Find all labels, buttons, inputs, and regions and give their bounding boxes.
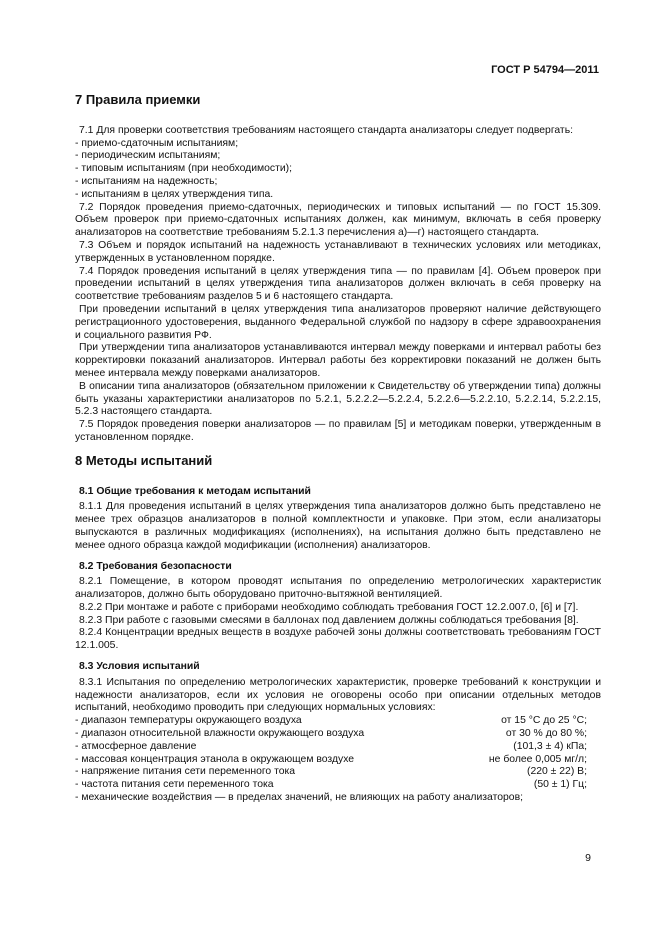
section-7-title: 7 Правила приемки: [75, 92, 201, 107]
paragraph-8-2-3: 8.2.3 При работе с газовыми смесями в баллонах под давлением должны соблюдаться требования [8].: [79, 614, 579, 626]
paragraph-7-1: 7.1 Для проверки соответствия требованиям настоящего стандарта анализаторы следует подвергать:: [79, 124, 573, 136]
paragraph-7-5: 7.5 Порядок проведения поверки анализаторов — по правилам [5] и методикам поверки, утвержденным в установленном порядке.: [75, 419, 601, 443]
condition-value: от 15 °С до 25 °С;: [501, 715, 587, 727]
page-number: 9: [585, 852, 591, 864]
section-8-title: 8 Методы испытаний: [75, 452, 213, 468]
paragraph-7-3: 7.3 Объем и порядок испытаний на надежность устанавливают в технических условиях или методиках, утвержденных в установленном порядке.: [75, 239, 601, 264]
condition-label: - напряжение питания сети переменного тока: [75, 766, 296, 778]
condition-value: (101,3 ± 4) кПа;: [513, 740, 587, 752]
condition-label: - частота питания сети переменного тока: [75, 779, 274, 791]
condition-label: - атмосферное давление: [75, 740, 197, 752]
condition-row: [75, 754, 601, 767]
paragraph-8-2-2: 8.2.2 При монтаже и работе с приборами необходимо соблюдать требования ГОСТ 12.2.007.0, [6] и [7].: [79, 601, 579, 613]
test-types-list: [75, 138, 601, 202]
paragraph-8-2-1: 8.2.1 Помещение, в котором проводят испытания по определению метрологических характеристик анализаторов, должно быть оборудовано приточно-вытяжной вентиляцией.: [75, 576, 601, 601]
list-item: - испытаниям в целях утверждения типа.: [75, 188, 274, 200]
paragraph-7-2: 7.2 Порядок проведения приемо-сдаточных, периодических и типовых испытаний — по ГОСТ 15.309. Объем проверок при приемо-сдаточных испытаниях должен, как минимум, включать в себя проверку анализаторов на соответствие требованиям 5.2.1.3 перечисления а)—г) настоящего стандарта.: [75, 201, 601, 239]
paragraph-7-4-description: В описании типа анализаторов (обязательном приложении к Свидетельству об утверждении типа) должны быть указаны характеристики анализаторов по 5.2.1, 5.2.2.2—5.2.2.4, 5.2.2.6—5.2.2.10, 5.2.2.14, 5.2.2.15, 5.2.3 настоящего стандарта.: [75, 380, 601, 418]
condition-row: [75, 741, 601, 754]
paragraph-7-4-registration: При проведении испытаний в целях утверждения типа анализаторов проверяют наличие действующего регистрационного удостоверения, выданного Федеральной службой по надзору в сфере здравоохранения и социального развития РФ.: [75, 303, 601, 341]
condition-row: [75, 766, 601, 779]
paragraph-7-4: 7.4 Порядок проведения испытаний в целях утверждения типа — по правилам [4]. Объем проверок при проведении испытаний в целях утверждения типа анализаторов должен включать в себя проверку на соответствие требованиям разделов 5 и 6 настоящего стандарта.: [75, 265, 601, 303]
list-item: - приемо-сдаточным испытаниям;: [75, 137, 239, 149]
condition-label: - диапазон температуры окружающего воздуха: [75, 715, 302, 727]
list-item: - периодическим испытаниям;: [75, 150, 221, 162]
list-item: - типовым испытаниям (при необходимости);: [75, 163, 293, 175]
condition-label: - диапазон относительной влажности окружающего воздуха: [75, 728, 365, 740]
condition-row: [75, 728, 601, 741]
document-code: ГОСТ Р 54794—2011: [491, 64, 599, 76]
condition-value: (220 ± 22) В;: [527, 766, 587, 778]
condition-value: не более 0,005 мг/л;: [488, 753, 587, 765]
conditions-list: [75, 715, 601, 805]
paragraph-7-4-intervals: При утверждении типа анализаторов устанавливаются интервал между поверками и интервал работы без корректировки показаний анализаторов. Интервал работы без корректировки показаний не должен быть менее интервала между поверками анализаторов.: [75, 342, 601, 379]
subsection-8-3-title: 8.3 Условия испытаний: [79, 661, 200, 673]
condition-mechanical: - механические воздействия — в пределах значений, не влияющих на работу анализаторов;: [75, 792, 523, 804]
condition-row: [75, 715, 601, 728]
paragraph-8-1-1: 8.1.1 Для проведения испытаний в целях утверждения типа анализаторов должно быть представлено не менее трех образцов анализаторов в полной комплектности и упаковке. При этом, если анализаторы выпускаются в различных модификациях (исполнениях), на испытания должно быть представлено не менее одного образца каждой модификации (исполнения) анализаторов.: [75, 501, 601, 551]
subsection-8-1-title: 8.1 Общие требования к методам испытаний: [79, 485, 311, 497]
condition-label: - массовая концентрация этанола в окружающем воздухе: [75, 753, 355, 765]
condition-value: (50 ± 1) Гц;: [533, 779, 587, 791]
condition-value: от 30 % до 80 %;: [505, 728, 587, 740]
subsection-8-2-title: 8.2 Требования безопасности: [79, 560, 232, 572]
condition-row: [75, 779, 601, 792]
list-item: - испытаниям на надежность;: [75, 175, 218, 187]
paragraph-8-2-4: 8.2.4 Концентрации вредных веществ в воздухе рабочей зоны должны соответствовать требованиям ГОСТ 12.1.005.: [75, 627, 601, 652]
paragraph-8-3-1: 8.3.1 Испытания по определению метрологических характеристик, проверке требований к конструкции и надежности анализаторов, если их условия не оговорены особо при описании отдельных методов испытаний, необходимо проводить при следующих нормальных условиях:: [75, 676, 601, 714]
